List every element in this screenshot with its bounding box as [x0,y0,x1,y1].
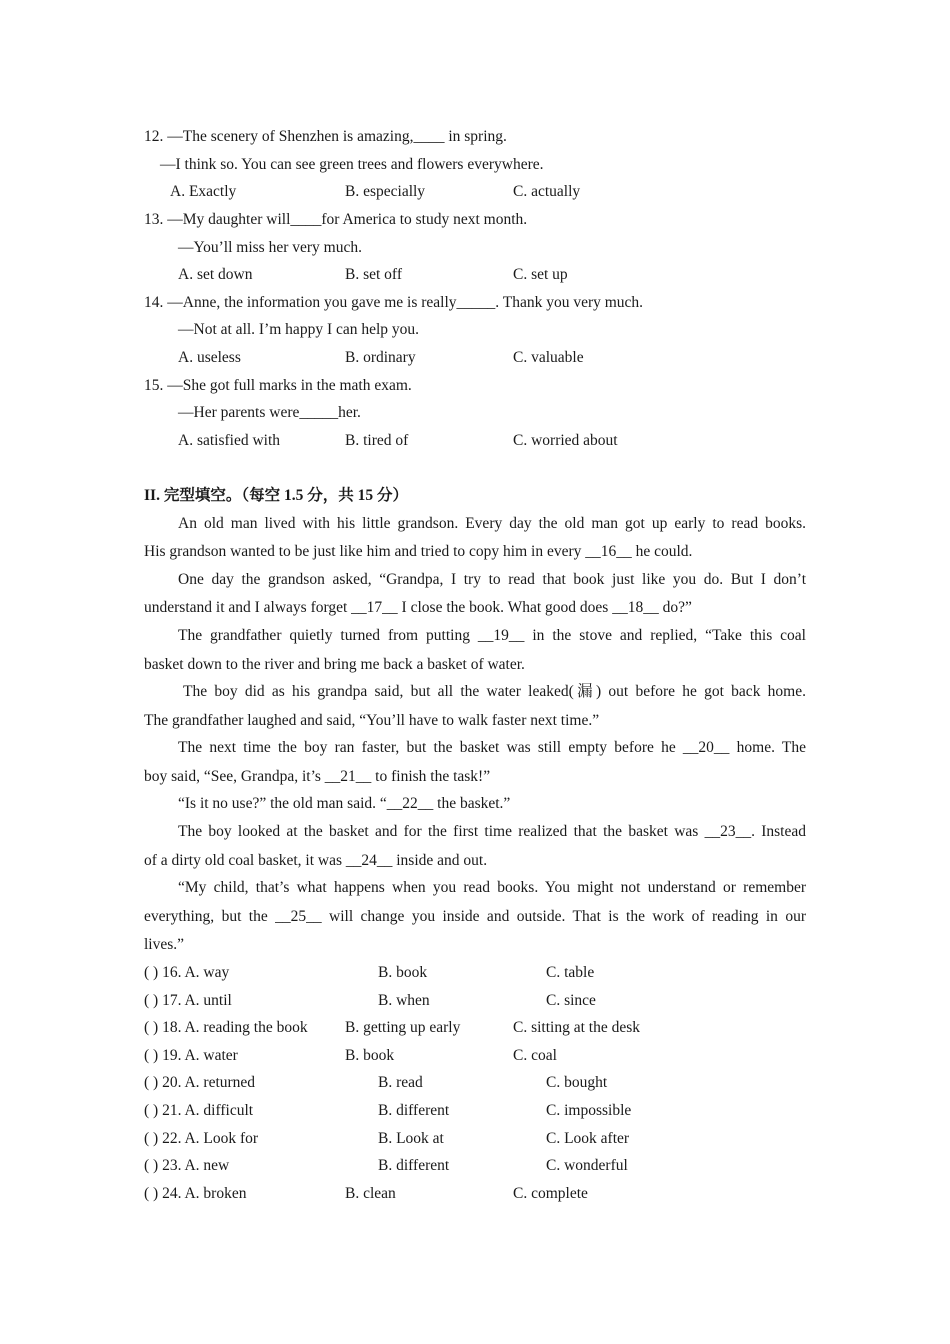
passage-line-3: One day the grandson asked, “Grandpa, I try to read that book just like you do. But I don’t [178,571,806,588]
question-18-a: ( ) 18. A. reading the book [144,1019,308,1036]
question-14-option-b: B. ordinary [345,349,416,366]
question-24-a: ( ) 24. A. broken [144,1185,247,1202]
question-12-option-b: B. especially [345,183,426,200]
question-14-option-a: A. useless [178,349,241,366]
question-17-b: B. when [378,992,430,1009]
passage-line-9: The next time the boy ran faster, but the basket was still empty before he __20__ home. The [178,739,806,756]
question-18-c: C. sitting at the desk [513,1019,641,1036]
question-24-c: C. complete [513,1185,588,1202]
question-12-option-c: C. actually [513,183,581,200]
question-21-b: B. different [378,1102,450,1119]
question-12-reply: —I think so. You can see green trees and flowers everywhere. [160,156,544,173]
question-20-a: ( ) 20. A. returned [144,1074,256,1091]
question-13-option-b: B. set off [345,266,402,283]
question-16-a: ( ) 16. A. way [144,964,230,981]
passage-line-11: “Is it no use?” the old man said. “__22__ the basket.” [178,795,511,812]
question-19-a: ( ) 19. A. water [144,1047,238,1064]
question-19-b: B. book [345,1047,395,1064]
question-24-b: B. clean [345,1185,396,1202]
passage-line-8: The grandfather laughed and said, “You’ll have to walk faster next time.” [144,712,600,729]
question-23-a: ( ) 23. A. new [144,1157,230,1174]
question-13-reply: —You’ll miss her very much. [178,239,362,256]
question-18-b: B. getting up early [345,1019,461,1036]
question-21-a: ( ) 21. A. difficult [144,1102,254,1119]
question-13-stem: 13. —My daughter will____for America to study next month. [144,211,528,228]
question-15-reply: —Her parents were_____her. [178,404,361,421]
question-20-c: C. bought [546,1074,608,1091]
question-14-reply: —Not at all. I’m happy I can help you. [178,321,420,338]
question-17-c: C. since [546,992,596,1009]
question-22-a: ( ) 22. A. Look for [144,1130,259,1147]
question-15-stem: 15. —She got full marks in the math exam. [144,377,412,394]
question-22-b: B. Look at [378,1130,444,1147]
passage-line-14: “My child, that’s what happens when you read books. You might not understand or remember [178,879,806,896]
question-13-option-a: A. set down [178,266,253,283]
question-12-stem: 12. —The scenery of Shenzhen is amazing,____ in spring. [144,128,507,145]
section-2-heading: II. 完型填空。（每空 1.5 分，共 15 分） [144,487,408,504]
question-15-option-b: B. tired of [345,432,409,449]
question-17-a: ( ) 17. A. until [144,992,232,1009]
question-22-c: C. Look after [546,1130,630,1147]
passage-line-16: lives.” [144,936,185,953]
question-14-stem: 14. —Anne, the information you gave me is really_____. Thank you very much. [144,294,644,311]
passage-line-15: everything, but the __25__ will change you inside and outside. That is the work of reading in our [144,908,806,925]
passage-line-2: His grandson wanted to be just like him and tried to copy him in every __16__ he could. [144,543,693,560]
question-23-b: B. different [378,1157,450,1174]
question-23-c: C. wonderful [546,1157,628,1174]
question-15-option-a: A. satisfied with [178,432,281,449]
question-16-b: B. book [378,964,428,981]
question-19-c: C. coal [513,1047,557,1064]
passage-line-5: The grandfather quietly turned from putting __19__ in the stove and replied, “Take this coal [178,627,806,644]
question-16-c: C. table [546,964,595,981]
passage-line-10: boy said, “See, Grandpa, it’s __21__ to finish the task!” [144,768,491,785]
question-20-b: B. read [378,1074,423,1091]
passage-line-4: understand it and I always forget __17__ I close the book. What good does __18__ do?” [144,599,692,616]
question-13-option-c: C. set up [513,266,568,283]
question-14-option-c: C. valuable [513,349,584,366]
passage-line-6: basket down to the river and bring me back a basket of water. [144,656,525,673]
passage-line-7: The boy did as his grandpa said, but all the water leaked(漏) out before he got back home. [183,683,806,700]
question-15-option-c: C. worried about [513,432,618,449]
passage-line-13: of a dirty old coal basket, it was __24__ inside and out. [144,852,488,869]
question-12-option-a: A. Exactly [170,183,237,200]
passage-line-1: An old man lived with his little grandson. Every day the old man got up early to read books. [178,515,806,532]
passage-line-12: The boy looked at the basket and for the first time realized that the basket was __23__. Instead [178,823,806,840]
question-21-c: C. impossible [546,1102,632,1119]
